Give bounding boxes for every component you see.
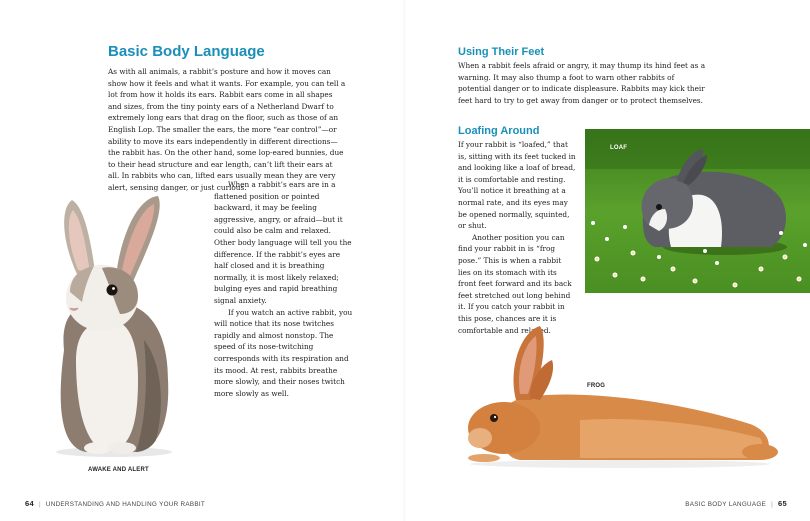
paragraph-frog: Another position you can find your rabbit in is “frog pose.” This is when a rabbit lies on its stomach with its front feet forward and its back feet stretched out long behind it. If you catch your rabbit in this pose, chances are it is comfortable and relaxed.: [458, 232, 572, 335]
awake-alert-caption: AWAKE AND ALERT: [88, 467, 149, 473]
loaf-label: LOAF: [610, 145, 628, 151]
left-footer: 64 | UNDERSTANDING AND HANDLING YOUR RABBIT: [25, 499, 206, 508]
page-number: 65: [778, 499, 787, 508]
loafing-heading: Loafing Around: [458, 125, 540, 137]
feet-paragraph: [458, 60, 708, 106]
paragraph-flattened-ears: When a rabbit’s ears are in a flattened position or pointed backward, it may be feeling aggressive, angry, or afraid—but it could also be calm and relaxed. Other body language will tell you the difference. If the rabbit’s eyes are half closed and it is breathing normally, it is most likely relaxed; bulging eyes and rapid breathing signal anxiety.: [214, 180, 352, 305]
loaf-rabbit-photo: [585, 129, 810, 293]
frog-caption: FROG: [587, 383, 606, 389]
right-page: [405, 0, 810, 521]
ears-column: [214, 179, 354, 399]
feet-heading: Using Their Feet: [458, 46, 545, 58]
frog-rabbit-photo: [460, 320, 780, 470]
intro-paragraph: [108, 66, 346, 194]
paragraph-feet: When a rabbit feels afraid or angry, it may thump its hind feet as a warning. It may also thump a foot to warn other rabbits of potential danger or to indicate displeasure. Rabbits may kick their feet hard to try to get away from danger or to protect themselves.: [458, 61, 706, 105]
paragraph-ears: As with all animals, a rabbit’s posture and how it moves can show how it feels and what it wants. For example, you can tell a lot from how it holds its ears. Rabbit ears come in all shapes and sizes, from the tiny pointy ears of a Netherland Dwarf to extremely long ears that drag on the floor, such as those of an English Lop. The smaller the ears, the more “ear control”—or ability to move its ears independently in different directions—the rabbit has. On the other hand, some lop-eared bunnies, due to their head structure and ear length, can’t lift their ears at all. In rabbits who can, lifted ears usually mean they are very alert, sensing danger, or just curious.: [108, 67, 346, 192]
running-title: BASIC BODY LANGUAGE: [685, 501, 767, 508]
right-footer: BASIC BODY LANGUAGE | 65: [685, 499, 787, 508]
awake-rabbit-photo: [40, 190, 190, 460]
page-number: 64: [25, 499, 34, 508]
paragraph-loaf: If your rabbit is “loafed,” that is, sitting with its feet tucked in and looking like a loaf of bread, it is comfortable and resting. You’ll notice it breathing at a normal rate, and its eyes may be opened normally, squinted, or shut.: [458, 140, 576, 231]
loafing-column: [458, 139, 576, 336]
paragraph-nose: If you watch an active rabbit, you will notice that its nose twitches rapidly and almost nonstop. The speed of its nose-twitching corresponds with its respiration and its mood. At rest, rabbits breathe more slowly, and their noses twitch more slowly as well.: [214, 307, 353, 398]
running-title: UNDERSTANDING AND HANDLING YOUR RABBIT: [45, 501, 206, 508]
section-heading: Basic Body Language: [108, 43, 265, 60]
